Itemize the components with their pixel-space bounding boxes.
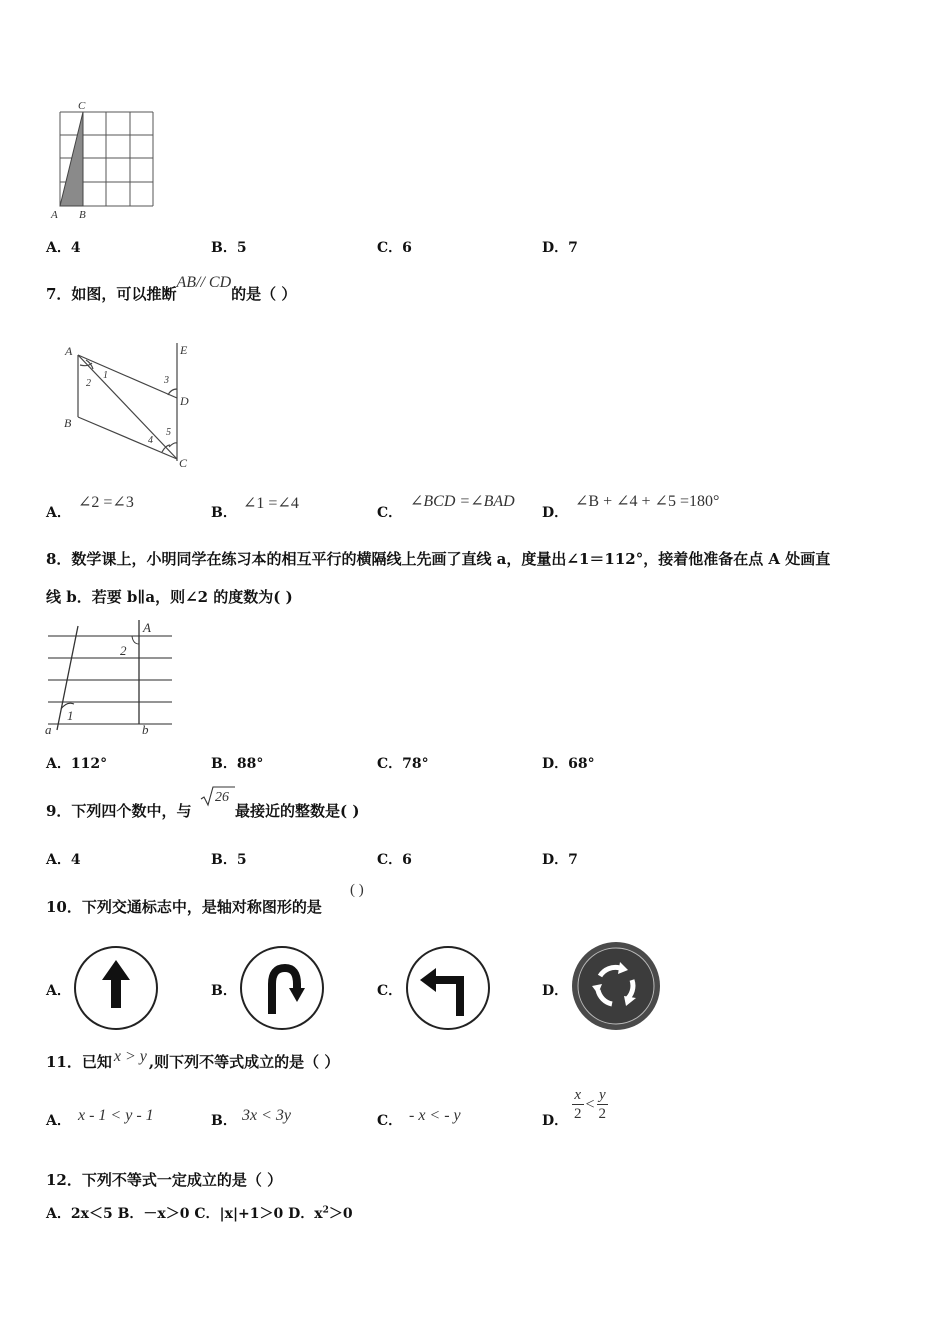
q7-label-c: C (179, 456, 188, 470)
q7-option-d-text: ∠B + ∠4 + ∠5 =180° (575, 493, 720, 510)
q8-option-a: A．112° (46, 756, 108, 772)
q11-option-b-text: 3x < 3y (242, 1107, 291, 1124)
q7-label-d: D (180, 394, 189, 408)
q7-option-b: B． (211, 505, 237, 521)
q10-option-a: A． (46, 983, 71, 999)
q7-option-c-text: ∠BCD =∠BAD (410, 493, 515, 510)
q12-stem: 12．下列不等式一定成立的是（ ） (46, 1171, 283, 1189)
q7-label-b: B (64, 416, 72, 430)
q6-grid-figure (45, 98, 165, 223)
q10-stem: 10．下列交通标志中，是轴对称图形的是 (46, 898, 322, 916)
q9-option-a: A．4 (46, 852, 81, 868)
q6-label-a: A (51, 209, 58, 221)
q8-angle-1: 1 (67, 708, 74, 723)
u-turn-sign-icon (238, 944, 326, 1032)
q6-label-b: B (79, 209, 86, 221)
q11-stem: 11．已知 x > y ,则下列不等式成立的是（ ） (46, 1048, 340, 1071)
roundabout-sign-icon (570, 940, 662, 1032)
q8-stem-line1: 8．数学课上，小明同学在练习本的相互平行的横隔线上先画了直线 a，度量出∠1＝112°，接着他准备在点 A 处画直 (46, 550, 831, 568)
q11-option-d-expression: $\frac{x}{2}$ < $\frac{y}{2}$ (574, 1087, 607, 1122)
q7-angle-3: 3 (164, 375, 169, 386)
q9-radicand: 26 (215, 790, 229, 805)
straight-arrow-sign-icon (72, 944, 160, 1032)
q8-option-d: D．68° (542, 756, 595, 772)
q10-option-b: B． (211, 983, 237, 999)
q6-option-c: C．6 (377, 240, 412, 256)
q7-option-b-text: ∠1 =∠4 (243, 495, 299, 512)
q6-option-d: D．7 (542, 240, 578, 256)
q7-stem: 7．如图，可以推断AB// CD的是（ ） (46, 274, 297, 303)
q8-option-b: B．88° (211, 756, 264, 772)
q8-label-a: a (45, 722, 52, 737)
q7-angle-2: 2 (86, 378, 91, 389)
q11-option-c: C． (377, 1113, 403, 1129)
q7-angle-1: 1 (103, 370, 108, 381)
q7-option-d: D． (542, 505, 569, 521)
q9-option-b: B．5 (211, 852, 247, 868)
q11-option-a: A． (46, 1113, 71, 1129)
q8-label-point-a: A (143, 620, 151, 635)
q8-angle-2: 2 (120, 643, 127, 658)
q7-label-e: E (180, 343, 188, 357)
q10-paren: ( ) (350, 882, 364, 898)
q11-option-d: D． (542, 1113, 569, 1129)
q7-angle-4: 4 (148, 435, 153, 446)
q10-option-d: D． (542, 983, 569, 999)
q8-label-b: b (142, 722, 149, 737)
q6-shaded-triangle (60, 112, 83, 206)
q7-option-c: C． (377, 505, 403, 521)
left-turn-sign-icon (404, 944, 492, 1032)
q9-stem-before: 9．下列四个数中，与 (46, 802, 192, 820)
q6-label-c: C (78, 100, 86, 112)
q8-stem-line2: 线 b．若要 b∥a，则∠2 的度数为( ) (46, 588, 293, 606)
q8-figure (40, 612, 190, 740)
q7-figure (58, 335, 198, 470)
q11-option-c-text: - x < - y (409, 1107, 461, 1124)
q11-fraction-right: $\frac{y}{2}$ (598, 1087, 607, 1122)
q12-options: A．2x＜5 B．－x＞0 C．|x|+1＞0 D．$x^2>0$ (46, 1205, 353, 1222)
q11-option-a-text: x - 1 < y - 1 (78, 1107, 154, 1124)
q10-option-c: C． (377, 983, 403, 999)
q6-option-a: A．4 (46, 240, 81, 256)
q11-option-b: B． (211, 1113, 237, 1129)
q9-stem-after: 最接近的整数是( ) (235, 802, 360, 820)
q9-option-d: D．7 (542, 852, 578, 868)
q11-fraction-left: $\frac{x}{2}$ (574, 1087, 582, 1122)
q7-option-a-text: ∠2 =∠3 (78, 494, 134, 511)
q6-option-b: B．5 (211, 240, 247, 256)
q9-sqrt-symbol (200, 784, 236, 808)
q7-option-a: A． (46, 505, 71, 521)
q9-option-c: C．6 (377, 852, 412, 868)
q8-option-c: C．78° (377, 756, 429, 772)
q7-angle-5: 5 (166, 427, 171, 438)
q7-label-a: A (65, 344, 73, 358)
